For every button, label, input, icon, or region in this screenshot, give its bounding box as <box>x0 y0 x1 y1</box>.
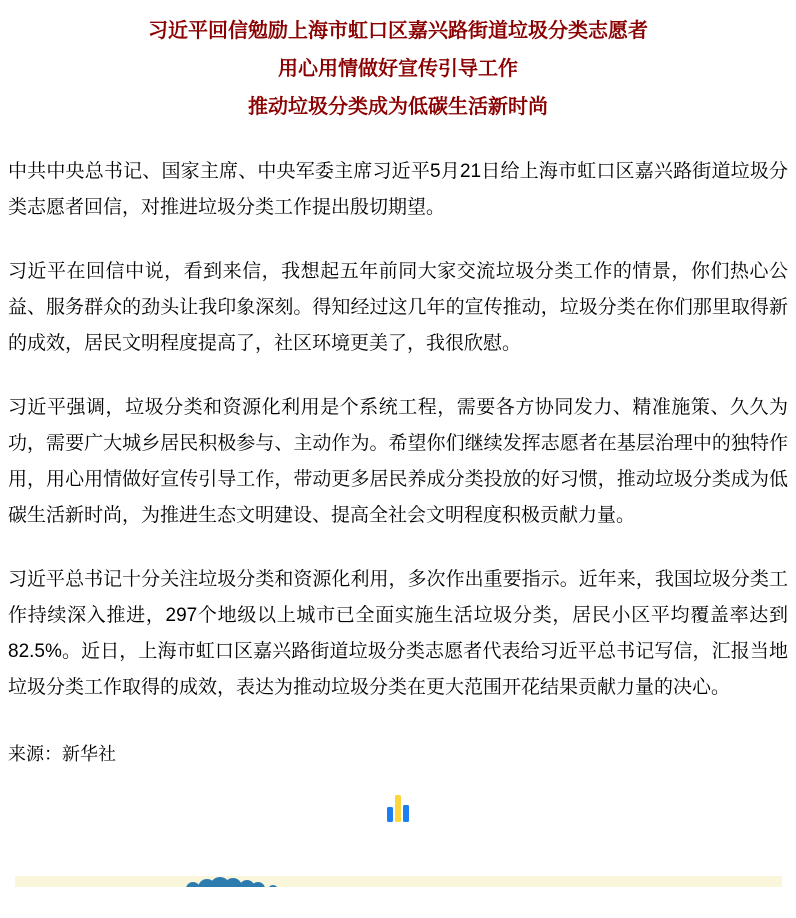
bar-chart-loading-icon <box>384 792 412 822</box>
article-title-line: 习近平回信勉励上海市虹口区嘉兴路街道垃圾分类志愿者 <box>148 20 648 42</box>
loading-bar-middle <box>395 795 401 822</box>
body-paragraph: 习近平强调，垃圾分类和资源化利用是个系统工程，需要各方协同发力、精准施策、久久为功，需要广大城乡居民积极参与、主动作为。希望你们继续发挥志愿者在基层治理中的独特作用，用心用情做好宣传引导工作，带动更多居民养成分类投放的好习惯，推动垃圾分类成为低碳生活新时尚，为推进生态文明建设、提高全社会文明程度积极贡献力量。 <box>8 397 788 526</box>
article-title-line: 推动垃圾分类成为低碳生活新时尚 <box>248 96 548 118</box>
article-title <box>8 12 788 126</box>
body-paragraph: 习近平在回信中说，看到来信，我想起五年前同大家交流垃圾分类工作的情景，你们热心公益、服务群众的劲头让我印象深刻。得知经过这几年的宣传推动，垃圾分类在你们那里取得新的成效，居民文明程度提高了，社区环境更美了，我很欣慰。 <box>8 261 788 354</box>
body-paragraph: 习近平总书记十分关注垃圾分类和资源化利用，多次作出重要指示。近年来，我国垃圾分类工作持续深入推进，297个地级以上城市已全面实施生活垃圾分类，居民小区平均覆盖率达到82.5%。近日，上海市虹口区嘉兴路街道垃圾分类志愿者代表给习近平总书记写信，汇报当地垃圾分类工作取得的成效，表达为推动垃圾分类在更大范围开花结果贡献力量的决心。 <box>8 569 788 698</box>
article-image-partial <box>15 876 782 887</box>
article-title-line: 用心用情做好宣传引导工作 <box>278 58 518 80</box>
loading-bar-left <box>387 807 393 822</box>
source-attribution: 来源：新华社 <box>8 744 116 764</box>
body-paragraph: 中共中央总书记、国家主席、中央军委主席习近平5月21日给上海市虹口区嘉兴路街道垃圾分类志愿者回信，对推进垃圾分类工作提出殷切期望。 <box>8 161 788 218</box>
foliage-illustration <box>15 876 782 887</box>
loading-bar-right <box>403 805 409 822</box>
